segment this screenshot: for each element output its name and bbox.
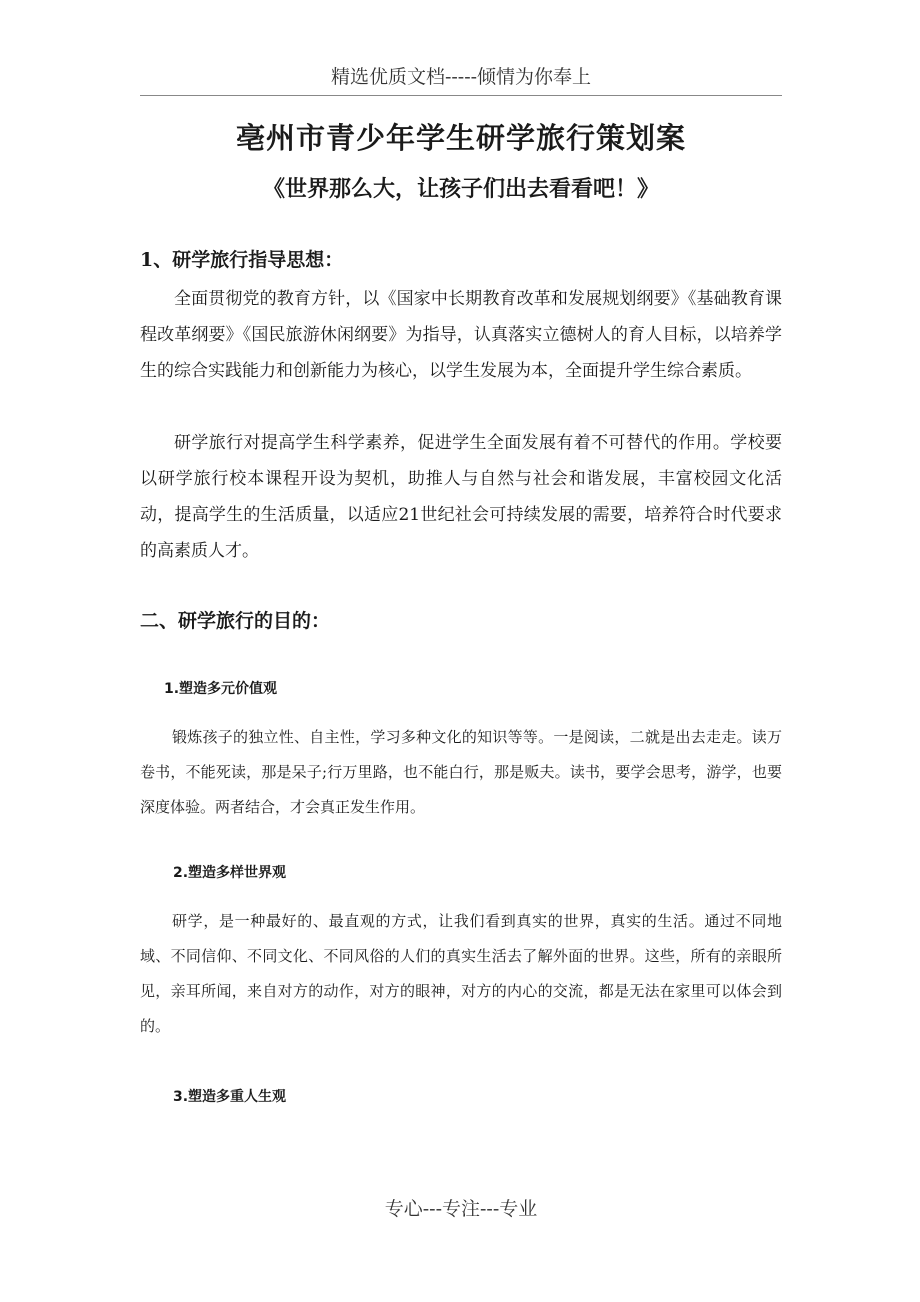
section-1-paragraph-1: 全面贯彻党的教育方针，以《国家中长期教育改革和发展规划纲要》《基础教育课程改革纲要》《国民旅游休闲纲要》为指导，认真落实立德树人的育人目标，以培养学生的综合实践能力和创新能力为核心，以学生发展为本，全面提升学生综合素质。 (140, 289, 782, 381)
subsection-1-paragraph: 锻炼孩子的独立性、自主性，学习多种文化的知识等等。一是阅读，二就是出去走走。读万卷书，不能死读，那是呆子;行万里路，也不能白行，那是贩夫。读书，要学会思考，游学，也要深度体验。两者结合，才会真正发生作用。 (140, 728, 782, 816)
page-footer: 专心---专注---专业 (384, 1198, 538, 1220)
section-1-paragraph-2: 研学旅行对提高学生科学素养，促进学生全面发展有着不可替代的作用。学校要以研学旅行校本课程开设为契机，助推人与自然与社会和谐发展，丰富校园文化活动，提高学生的生活质量，以适应21世纪社会可持续发展的需要，培养符合时代要求的高素质人才。 (140, 433, 782, 561)
section-1-heading: 1、研学旅行指导思想： (140, 249, 344, 271)
document-subtitle: 《世界那么大，让孩子们出去看看吧！》 (262, 176, 659, 202)
subsection-2-paragraph: 研学，是一种最好的、最直观的方式，让我们看到真实的世界，真实的生活。通过不同地域、不同信仰、不同文化、不同风俗的人们的真实生活去了解外面的世界。这些，所有的亲眼所见，亲耳所闻，来自对方的动作，对方的眼神，对方的内心的交流，都是无法在家里可以体会到的。 (140, 912, 782, 1035)
header-divider (140, 95, 782, 96)
subsection-2-title: 2.塑造多样世界观 (173, 865, 287, 881)
document-title: 亳州市青少年学生研学旅行策划案 (235, 121, 686, 155)
page-header: 精选优质文档-----倾情为你奉上 (330, 66, 592, 88)
section-2-heading: 二、研学旅行的目的： (140, 610, 331, 632)
subsection-3-title: 3.塑造多重人生观 (173, 1089, 287, 1105)
subsection-1-title: 1.塑造多元价值观 (164, 681, 278, 697)
